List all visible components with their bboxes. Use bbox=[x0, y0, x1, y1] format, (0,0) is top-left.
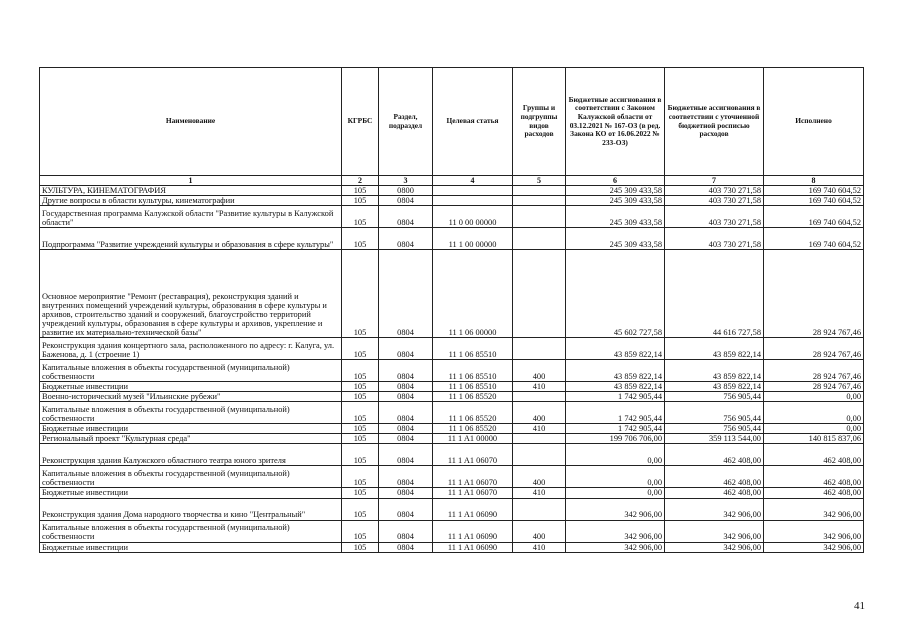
column-number: 7 bbox=[665, 176, 764, 186]
row-razdel: 0804 bbox=[379, 392, 433, 402]
row-razdel: 0804 bbox=[379, 520, 433, 542]
row-name: Основное мероприятие "Ремонт (реставрация), реконструкция зданий и внутренних помещений учреждений культуры, образования в сфере культуры и архивов, строительство зданий и сооружений, благоустройство территорий учреждений культуры, образования в сфере культуры и архивов, укрепление и развитие их материально-технической базы" bbox=[40, 250, 342, 338]
table-row bbox=[40, 228, 864, 250]
row-target-article: 11 1 06 85520 bbox=[433, 392, 513, 402]
row-razdel: 0804 bbox=[379, 488, 433, 498]
row-name: Бюджетные инвестиции bbox=[40, 542, 342, 552]
row-expense-group bbox=[513, 498, 566, 520]
row-name: Капитальные вложения в объекты государственной (муниципальной) собственности bbox=[40, 520, 342, 542]
table-row bbox=[40, 444, 864, 466]
table-row bbox=[40, 360, 864, 382]
column-number: 8 bbox=[764, 176, 864, 186]
row-target-article: 11 0 00 00000 bbox=[433, 206, 513, 228]
row-refined-amount: 462 408,00 bbox=[665, 466, 764, 488]
table-row bbox=[40, 206, 864, 228]
column-number: 4 bbox=[433, 176, 513, 186]
row-target-article: 11 1 A1 06070 bbox=[433, 466, 513, 488]
column-number: 3 bbox=[379, 176, 433, 186]
row-refined-amount: 43 859 822,14 bbox=[665, 338, 764, 360]
column-number-row bbox=[40, 176, 864, 186]
table-row bbox=[40, 424, 864, 434]
row-law-amount: 245 309 433,58 bbox=[566, 228, 665, 250]
row-refined-amount: 756 905,44 bbox=[665, 392, 764, 402]
row-law-amount: 1 742 905,44 bbox=[566, 424, 665, 434]
row-name: Бюджетные инвестиции bbox=[40, 488, 342, 498]
row-refined-amount: 462 408,00 bbox=[665, 444, 764, 466]
row-refined-amount: 43 859 822,14 bbox=[665, 360, 764, 382]
row-law-amount: 1 742 905,44 bbox=[566, 392, 665, 402]
row-refined-amount: 342 906,00 bbox=[665, 542, 764, 552]
row-kgrbs: 105 bbox=[342, 424, 379, 434]
row-law-amount: 0,00 bbox=[566, 488, 665, 498]
budget-table bbox=[39, 67, 864, 553]
row-target-article: 11 1 06 85510 bbox=[433, 382, 513, 392]
row-name: Государственная программа Калужской области "Развитие культуры в Калужской области" bbox=[40, 206, 342, 228]
row-executed-amount: 0,00 bbox=[764, 402, 864, 424]
row-expense-group bbox=[513, 250, 566, 338]
header-refined-allocations: Бюджетные ассигнования в соответствии с уточненной бюджетной росписью расходов bbox=[665, 68, 764, 176]
table-row bbox=[40, 434, 864, 444]
row-executed-amount: 462 408,00 bbox=[764, 488, 864, 498]
row-expense-group: 410 bbox=[513, 424, 566, 434]
row-kgrbs: 105 bbox=[342, 444, 379, 466]
row-razdel: 0804 bbox=[379, 338, 433, 360]
row-razdel: 0800 bbox=[379, 186, 433, 196]
table-row bbox=[40, 392, 864, 402]
row-kgrbs: 105 bbox=[342, 434, 379, 444]
table-row bbox=[40, 338, 864, 360]
row-expense-group bbox=[513, 196, 566, 206]
row-refined-amount: 403 730 271,58 bbox=[665, 206, 764, 228]
row-kgrbs: 105 bbox=[342, 360, 379, 382]
row-law-amount: 342 906,00 bbox=[566, 498, 665, 520]
table-row bbox=[40, 382, 864, 392]
row-expense-group: 400 bbox=[513, 360, 566, 382]
row-razdel: 0804 bbox=[379, 382, 433, 392]
row-kgrbs: 105 bbox=[342, 488, 379, 498]
header-razdel: Раздел, подраздел bbox=[379, 68, 433, 176]
row-target-article: 11 1 A1 06090 bbox=[433, 498, 513, 520]
row-law-amount: 0,00 bbox=[566, 466, 665, 488]
row-kgrbs: 105 bbox=[342, 186, 379, 196]
header-expense-groups: Группы и подгруппы видов расходов bbox=[513, 68, 566, 176]
row-refined-amount: 462 408,00 bbox=[665, 488, 764, 498]
row-executed-amount: 140 815 837,06 bbox=[764, 434, 864, 444]
header-target-article: Целевая статья bbox=[433, 68, 513, 176]
column-number: 6 bbox=[566, 176, 665, 186]
row-kgrbs: 105 bbox=[342, 206, 379, 228]
header-executed: Исполнено bbox=[764, 68, 864, 176]
row-executed-amount: 342 906,00 bbox=[764, 542, 864, 552]
row-target-article bbox=[433, 196, 513, 206]
row-law-amount: 43 859 822,14 bbox=[566, 360, 665, 382]
table-row bbox=[40, 186, 864, 196]
row-expense-group bbox=[513, 444, 566, 466]
page-number: 41 bbox=[854, 600, 865, 612]
column-number: 1 bbox=[40, 176, 342, 186]
row-executed-amount: 28 924 767,46 bbox=[764, 338, 864, 360]
row-executed-amount: 0,00 bbox=[764, 424, 864, 434]
table-header-row bbox=[40, 68, 864, 176]
row-expense-group: 400 bbox=[513, 402, 566, 424]
table-row bbox=[40, 250, 864, 338]
row-expense-group: 410 bbox=[513, 382, 566, 392]
row-law-amount: 245 309 433,58 bbox=[566, 196, 665, 206]
row-name: Бюджетные инвестиции bbox=[40, 424, 342, 434]
row-name: Реконструкция здания концертного зала, расположенного по адресу: г. Калуга, ул. Баженова, д. 1 (строение 1) bbox=[40, 338, 342, 360]
row-executed-amount: 342 906,00 bbox=[764, 498, 864, 520]
row-kgrbs: 105 bbox=[342, 498, 379, 520]
row-executed-amount: 28 924 767,46 bbox=[764, 382, 864, 392]
row-razdel: 0804 bbox=[379, 196, 433, 206]
column-number: 2 bbox=[342, 176, 379, 186]
row-target-article: 11 1 06 85510 bbox=[433, 360, 513, 382]
table-row bbox=[40, 402, 864, 424]
row-name: Военно-исторический музей "Ильинские рубежи" bbox=[40, 392, 342, 402]
row-name: Другие вопросы в области культуры, кинематографии bbox=[40, 196, 342, 206]
row-refined-amount: 44 616 727,58 bbox=[665, 250, 764, 338]
row-executed-amount: 169 740 604,52 bbox=[764, 228, 864, 250]
row-executed-amount: 0,00 bbox=[764, 392, 864, 402]
row-name: Подпрограмма "Развитие учреждений культуры и образования в сфере культуры" bbox=[40, 228, 342, 250]
table-row bbox=[40, 488, 864, 498]
row-refined-amount: 403 730 271,58 bbox=[665, 228, 764, 250]
header-kgrbs: КГРБС bbox=[342, 68, 379, 176]
row-razdel: 0804 bbox=[379, 542, 433, 552]
row-expense-group bbox=[513, 206, 566, 228]
row-target-article: 11 1 A1 06090 bbox=[433, 542, 513, 552]
row-refined-amount: 403 730 271,58 bbox=[665, 196, 764, 206]
header-name: Наименование bbox=[40, 68, 342, 176]
row-razdel: 0804 bbox=[379, 250, 433, 338]
row-executed-amount: 169 740 604,52 bbox=[764, 196, 864, 206]
row-executed-amount: 462 408,00 bbox=[764, 444, 864, 466]
row-target-article: 11 1 A1 06090 bbox=[433, 520, 513, 542]
row-law-amount: 43 859 822,14 bbox=[566, 382, 665, 392]
row-expense-group bbox=[513, 186, 566, 196]
row-name: Бюджетные инвестиции bbox=[40, 382, 342, 392]
row-name: Капитальные вложения в объекты государственной (муниципальной) собственности bbox=[40, 360, 342, 382]
row-razdel: 0804 bbox=[379, 498, 433, 520]
row-law-amount: 45 602 727,58 bbox=[566, 250, 665, 338]
row-razdel: 0804 bbox=[379, 424, 433, 434]
row-name: Реконструкция здания Калужского областного театра юного зрителя bbox=[40, 444, 342, 466]
row-refined-amount: 342 906,00 bbox=[665, 498, 764, 520]
row-target-article: 11 1 A1 06070 bbox=[433, 444, 513, 466]
row-executed-amount: 169 740 604,52 bbox=[764, 206, 864, 228]
row-expense-group bbox=[513, 228, 566, 250]
row-kgrbs: 105 bbox=[342, 196, 379, 206]
row-target-article bbox=[433, 186, 513, 196]
row-kgrbs: 105 bbox=[342, 338, 379, 360]
row-target-article: 11 1 A1 06070 bbox=[433, 488, 513, 498]
row-name: Региональный проект "Культурная среда" bbox=[40, 434, 342, 444]
row-expense-group bbox=[513, 392, 566, 402]
row-kgrbs: 105 bbox=[342, 250, 379, 338]
row-target-article: 11 1 06 85510 bbox=[433, 338, 513, 360]
row-executed-amount: 28 924 767,46 bbox=[764, 360, 864, 382]
row-target-article: 11 1 06 85520 bbox=[433, 402, 513, 424]
row-target-article: 11 1 06 85520 bbox=[433, 424, 513, 434]
row-law-amount: 245 309 433,58 bbox=[566, 206, 665, 228]
row-law-amount: 1 742 905,44 bbox=[566, 402, 665, 424]
row-razdel: 0804 bbox=[379, 402, 433, 424]
row-name: Капитальные вложения в объекты государственной (муниципальной) собственности bbox=[40, 402, 342, 424]
row-razdel: 0804 bbox=[379, 360, 433, 382]
row-kgrbs: 105 bbox=[342, 520, 379, 542]
table-row bbox=[40, 196, 864, 206]
row-target-article: 11 1 A1 00000 bbox=[433, 434, 513, 444]
row-expense-group bbox=[513, 434, 566, 444]
column-number: 5 bbox=[513, 176, 566, 186]
row-kgrbs: 105 bbox=[342, 402, 379, 424]
row-refined-amount: 756 905,44 bbox=[665, 402, 764, 424]
row-kgrbs: 105 bbox=[342, 382, 379, 392]
row-expense-group bbox=[513, 338, 566, 360]
row-target-article: 11 1 06 00000 bbox=[433, 250, 513, 338]
row-expense-group: 410 bbox=[513, 488, 566, 498]
row-kgrbs: 105 bbox=[342, 392, 379, 402]
row-refined-amount: 756 905,44 bbox=[665, 424, 764, 434]
row-refined-amount: 342 906,00 bbox=[665, 520, 764, 542]
row-refined-amount: 359 113 544,00 bbox=[665, 434, 764, 444]
row-refined-amount: 403 730 271,58 bbox=[665, 186, 764, 196]
table-row bbox=[40, 520, 864, 542]
row-executed-amount: 169 740 604,52 bbox=[764, 186, 864, 196]
row-executed-amount: 342 906,00 bbox=[764, 520, 864, 542]
row-expense-group: 410 bbox=[513, 542, 566, 552]
row-expense-group: 400 bbox=[513, 520, 566, 542]
row-target-article: 11 1 00 00000 bbox=[433, 228, 513, 250]
row-name: КУЛЬТУРА, КИНЕМАТОГРАФИЯ bbox=[40, 186, 342, 196]
row-name: Капитальные вложения в объекты государственной (муниципальной) собственности bbox=[40, 466, 342, 488]
row-razdel: 0804 bbox=[379, 206, 433, 228]
row-refined-amount: 43 859 822,14 bbox=[665, 382, 764, 392]
row-law-amount: 199 706 706,00 bbox=[566, 434, 665, 444]
row-kgrbs: 105 bbox=[342, 542, 379, 552]
row-kgrbs: 105 bbox=[342, 466, 379, 488]
row-executed-amount: 28 924 767,46 bbox=[764, 250, 864, 338]
row-name: Реконструкция здания Дома народного творчества и кино "Центральный" bbox=[40, 498, 342, 520]
row-razdel: 0804 bbox=[379, 228, 433, 250]
row-kgrbs: 105 bbox=[342, 228, 379, 250]
header-law-allocations: Бюджетные ассигнования в соответствии с Законом Калужской области от 03.12.2021 № 167-ОЗ (в ред. Закона КО от 16.06.2022 № 233-ОЗ) bbox=[566, 68, 665, 176]
row-expense-group: 400 bbox=[513, 466, 566, 488]
row-razdel: 0804 bbox=[379, 466, 433, 488]
row-razdel: 0804 bbox=[379, 434, 433, 444]
row-executed-amount: 462 408,00 bbox=[764, 466, 864, 488]
table-row bbox=[40, 498, 864, 520]
table-row bbox=[40, 542, 864, 552]
row-law-amount: 43 859 822,14 bbox=[566, 338, 665, 360]
row-law-amount: 0,00 bbox=[566, 444, 665, 466]
row-law-amount: 342 906,00 bbox=[566, 520, 665, 542]
table-row bbox=[40, 466, 864, 488]
row-razdel: 0804 bbox=[379, 444, 433, 466]
row-law-amount: 245 309 433,58 bbox=[566, 186, 665, 196]
row-law-amount: 342 906,00 bbox=[566, 542, 665, 552]
